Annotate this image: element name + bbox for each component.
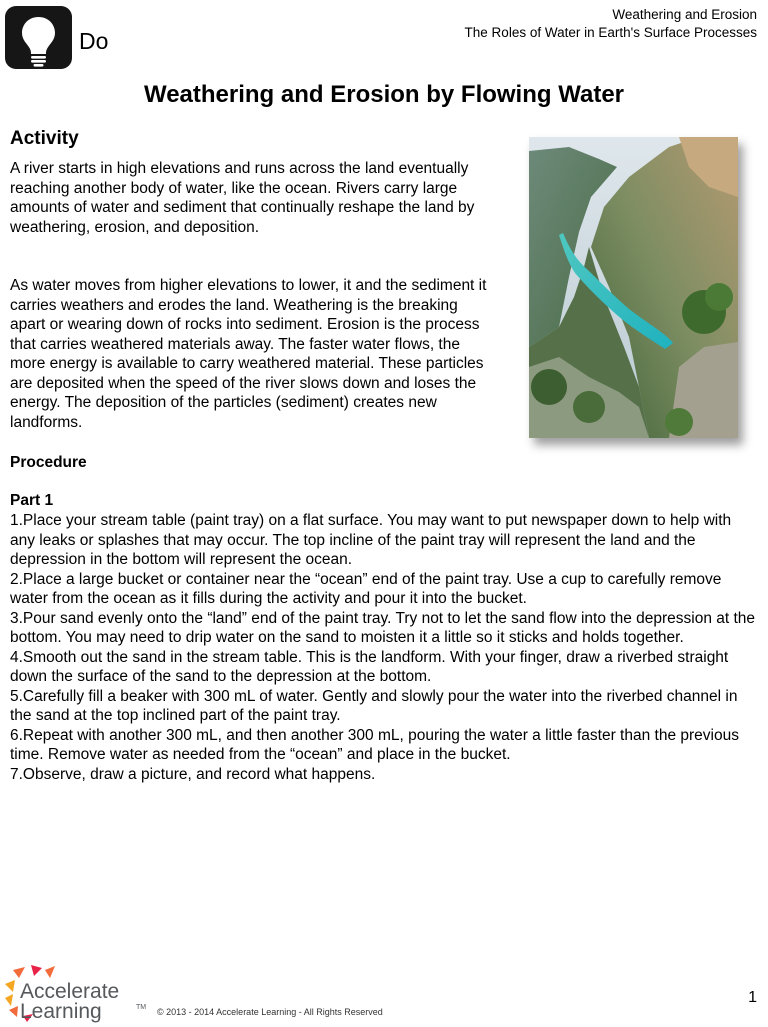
part-1-heading: Part 1 [10, 492, 54, 509]
procedure-step: 6.Repeat with another 300 mL, and then another 300 mL, pouring the water a little faster than the previous time. Remove water as needed from the “ocean” and place in the bucket. [10, 726, 739, 763]
procedure-step: 4.Smooth out the sand in the stream table. This is the landform. With your finger, draw a riverbed straight down the surface of the sand to the depression at the bottom. [10, 648, 729, 685]
procedure-step: 5.Carefully fill a beaker with 300 mL of water. Gently and slowly pour the water into the riverbed channel in the sand at the top inclined part of the paint tray. [10, 687, 738, 724]
do-badge-label: Do [79, 28, 109, 54]
copyright-notice: © 2013 - 2014 Accelerate Learning - All Rights Reserved [157, 1007, 383, 1017]
logo-line-1: Accelerate [20, 980, 120, 1003]
header-info [465, 6, 757, 42]
activity-paragraph-1: A river starts in high elevations and runs across the land eventually reaching another body of water, like the ocean. Rivers carry large amounts of water and sediment that continually reshape the land by weathering, erosion, and deposition. [10, 160, 475, 236]
header-unit: The Roles of Water in Earth's Surface Processes [464, 25, 757, 40]
lightbulb-icon [5, 6, 72, 69]
procedure-step: 3.Pour sand evenly onto the “land” end of the paint tray. Try not to let the sand flow into the depression at the bottom. You may need to drip water on the sand to moisten it a little so it sticks and holds together. [10, 609, 756, 646]
procedure-step: 2.Place a large bucket or container near the “ocean” end of the paint tray. Use a cup to carefully remove water from the ocean as it fills during the activity and pour it into the bucket. [10, 570, 722, 607]
procedure-step: 1.Place your stream table (paint tray) on a flat surface. You may want to put newspaper down to help with any leaks or splashes that may occur. The top incline of the paint tray will represent the land and the depression in the bottom will represent the ocean. [10, 512, 732, 568]
procedure-step: 7.Observe, draw a picture, and record what happens. [10, 765, 376, 783]
river-gorge-photo [529, 137, 738, 438]
trademark-mark: TM [136, 1004, 147, 1011]
procedure-steps [10, 511, 758, 784]
header-subject: Weathering and Erosion [612, 7, 757, 22]
company-logo-text [20, 982, 119, 1022]
logo-line-2: Learning [20, 1000, 102, 1023]
activity-paragraph-2: As water moves from higher elevations to lower, it and the sediment it carries weathers and erodes the land. Weathering is the breaking apart or wearing down of rocks into sediment. Erosion is the process that carries weathered materials away. The faster water flows, the more energy is available to carry weathered material. These particles are deposited when the speed of the river slows down and loses the energy. The deposition of the particles (sediment) creates new landforms. [10, 277, 487, 431]
page-title: Weathering and Erosion by Flowing Water [143, 81, 625, 108]
page-number: 1 [748, 989, 757, 1006]
activity-heading: Activity [10, 128, 79, 149]
procedure-heading: Procedure [10, 454, 87, 471]
